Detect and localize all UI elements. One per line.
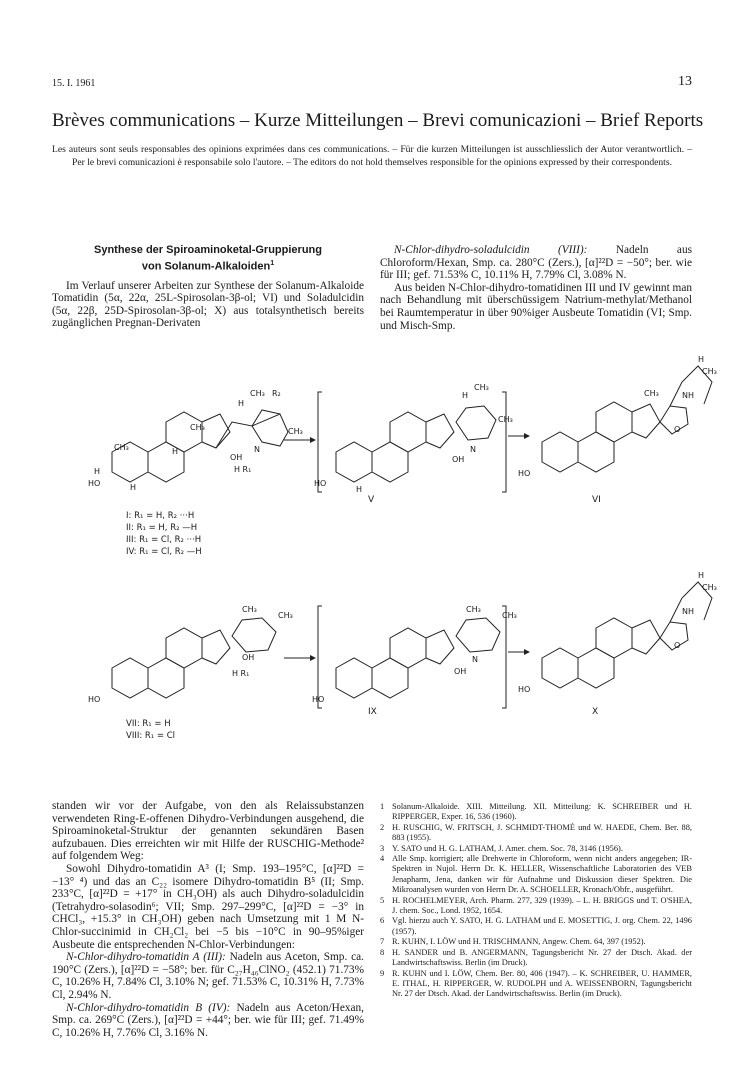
footnote-number: 9 bbox=[380, 968, 385, 978]
atom-ho-ix: HO bbox=[312, 695, 325, 704]
footnote-text: Solanum-Alkaloide. XIII. Mitteilung. XII. Mitteilung: K. SCHREIBER und H. RIPPERGER, Exper. 16, 536 (1960). bbox=[392, 802, 692, 822]
atom-ch3-v2: CH₃ bbox=[498, 415, 513, 424]
reaction-scheme-figure bbox=[52, 352, 717, 752]
atom-o-x: O bbox=[674, 641, 681, 650]
section-title: Brèves communications – Kurze Mitteilungen – Brevi comunicazioni – Brief Reports bbox=[52, 110, 704, 131]
compound-iii-label: N-Chlor-dihydro-tomatidin A (III): bbox=[66, 951, 226, 964]
footnote-text: H. ROCHELMEYER, Arch. Pharm. 277, 329 (1939). – L. H. BRIGGS und T. O'SHEA, J. chem. Soc., Lond. 1952, 1654. bbox=[392, 895, 692, 916]
footnote-text: H. SANDER und B. ANGERMANN, Tagungsbericht Nr. 27 der Dtsch. Akad. der Landwirtschaftswiss. Berlin (im Druck). bbox=[392, 947, 692, 968]
structure-v bbox=[314, 383, 513, 494]
article-title-line2: von Solanum-Alkaloiden bbox=[141, 260, 271, 273]
atom-ch3-vi2: CH₃ bbox=[644, 389, 659, 398]
footnote-text: Vgl. hierzu auch Y. SATO, H. G. LATHAM und E. MOSETTIG, J. org. Chem. 22, 1496 (1957). bbox=[392, 916, 692, 936]
footnote-6 bbox=[380, 916, 692, 937]
atom-ch3-side: CH₃ bbox=[288, 427, 303, 436]
label-vi: VI bbox=[592, 495, 601, 505]
article-body-column bbox=[52, 800, 364, 1039]
atom-h: H bbox=[238, 399, 245, 408]
atom-ch3: CH₃ bbox=[250, 389, 265, 398]
footnote-9 bbox=[380, 969, 692, 1000]
atom-ho-v: HO bbox=[314, 479, 327, 488]
legend-i: I: R₁ = H, R₂ ···H bbox=[126, 511, 195, 521]
atom-h-r1-vii: H R₁ bbox=[232, 669, 250, 678]
bracket-right-2 bbox=[502, 606, 506, 708]
atom-h-v: H bbox=[462, 391, 469, 400]
compound-iii-paragraph bbox=[52, 951, 364, 1001]
atom-h-v2: H bbox=[356, 485, 363, 494]
footnote-number: 8 bbox=[380, 947, 385, 957]
atom-oh: OH bbox=[230, 453, 243, 462]
label-x: X bbox=[592, 707, 599, 717]
atom-oh-v: OH bbox=[452, 455, 465, 464]
legend-vii: VII: R₁ = H bbox=[126, 719, 171, 729]
editorial-disclaimer: Les auteurs sont seuls responsables des opinions exprimées dans ces communications. – Für die kurzen Mitteilungen ist ausschliesslich der Autor verantwortlich. – Per le brevi comunicazioni è responsabile solo l'autore. – The editors do not hold themselves responsible for the opinions expressed by their correspondents. bbox=[52, 144, 692, 168]
footnote-number: 5 bbox=[380, 895, 385, 905]
right-top-column bbox=[380, 244, 692, 332]
arrow-head-3 bbox=[310, 655, 316, 661]
atom-ch3-ix: CH₃ bbox=[466, 605, 481, 614]
footnote-2 bbox=[380, 823, 692, 844]
footnote-text: H. RUSCHIG, W. FRITSCH, J. SCHMIDT-THOMÉ und W. HAEDE, Chem. Ber. 88, 883 (1955). bbox=[392, 822, 692, 843]
atom-h-b: H bbox=[130, 483, 137, 492]
compound-iv-label: N-Chlor-dihydro-tomatidin B (IV): bbox=[66, 1001, 231, 1014]
arrow-head-1 bbox=[310, 437, 316, 443]
atom-h-a: H bbox=[94, 467, 101, 476]
article-title-footnote-mark: 1 bbox=[270, 260, 275, 267]
atom-h-r1: H R₁ bbox=[234, 465, 252, 474]
chlor-soladulcidin-paragraph bbox=[380, 244, 692, 282]
footnote-number: 6 bbox=[380, 916, 385, 926]
footnote-1 bbox=[380, 802, 692, 823]
footnote-number: 4 bbox=[380, 854, 385, 864]
structure-i-iv bbox=[88, 389, 303, 492]
page-number: 13 bbox=[678, 74, 692, 89]
footnote-8 bbox=[380, 948, 692, 969]
bracket-right-1 bbox=[502, 392, 506, 492]
atom-nh-vi: NH bbox=[682, 391, 694, 400]
article-title-line1: Synthese der Spiroaminoketal-Gruppierung bbox=[94, 244, 322, 256]
footnote-number: 7 bbox=[380, 937, 385, 947]
intro-paragraph: Im Verlauf unserer Arbeiten zur Synthese der Solanum-Alkaloide Tomatidin (5α, 22α, 25L-Spirosolan-3β-ol; VI) und Soladulcidin (5α, 22β, 25D-Spirosolan-3β-ol; X) aus totalsynthetisch bereits zugänglichen Pregnan-Derivaten bbox=[52, 279, 364, 330]
atom-h-vi: H bbox=[698, 355, 705, 364]
atom-ho-x: HO bbox=[518, 685, 531, 694]
legend-iv: IV: R₁ = Cl, R₂ —H bbox=[126, 547, 202, 557]
bracket-left-2 bbox=[318, 606, 322, 708]
atom-n: N bbox=[254, 445, 260, 454]
atom-ch3-ix2: CH₃ bbox=[502, 611, 517, 620]
article-intro-column bbox=[52, 244, 364, 330]
issue-date: 15. I. 1961 bbox=[52, 78, 96, 89]
compound-viii-label: N-Chlor-dihydro-soladulcidin (VIII): bbox=[394, 244, 588, 256]
legend-iii: III: R₁ = Cl, R₂ ···H bbox=[126, 535, 202, 545]
compound-iii-text: Nadeln aus Aceton, Smp. ca. 190°C (Zers.), [α]²²D = −58°; ber. für C₂₇H₄₆ClNO₂ (452.1) 71.73% C, 10.26% H, 7.84% Cl, 3.10% N; gef. 71.53% C, 10.31% H, 7.73% Cl, 2.94% N. bbox=[52, 951, 364, 1001]
atom-ch3-x: CH₃ bbox=[702, 583, 717, 592]
atom-ho-vi: HO bbox=[518, 469, 531, 478]
article-title bbox=[52, 244, 364, 274]
footnote-4 bbox=[380, 854, 692, 896]
footnote-7 bbox=[380, 937, 692, 947]
footnote-text: R. KUHN, I. LÖW und H. TRISCHMANN, Angew. Chem. 64, 397 (1952). bbox=[392, 937, 646, 947]
tomatidin-conversion-paragraph: Aus beiden N-Chlor-dihydro-tomatidinen III und IV gewinnt man nach Behandlung mit überschüssigem Natrium-methylat/Methanol bei Raumtemperatur in über 90%iger Ausbeute Tomatidin (VI; Smp. und Misch-Smp. bbox=[380, 281, 692, 332]
atom-o-vi: O bbox=[674, 425, 681, 434]
bracket-left-1 bbox=[318, 392, 322, 492]
atom-r2: R₂ bbox=[272, 389, 281, 398]
atom-oh-ix: OH bbox=[454, 667, 467, 676]
footnote-number: 2 bbox=[380, 822, 385, 832]
atom-ho-vii: HO bbox=[88, 695, 101, 704]
atom-ho: HO bbox=[88, 479, 101, 488]
footnote-text: R. KUHN und I. LÖW, Chem. Ber. 80, 406 (1947). – K. SCHREIBER, U. HAMMER, E. ITHAL, H. RIPPERGER, W. RUDOLPH und A. WEISSENBORN, Tagungsbericht Nr. 27 der Dtsch. Akad. der Landwirtschaftswiss. Berlin (im Druck). bbox=[392, 968, 692, 999]
atom-ch3-vii: CH₃ bbox=[242, 605, 257, 614]
structure-ix bbox=[312, 605, 517, 704]
atom-n-v: N bbox=[470, 445, 476, 454]
ruschig-method-paragraph: standen wir vor der Aufgabe, von den als Relaissubstanzen verwendeten Ring-E-offenen Dihydro-Verbindungen ausgehend, die Spiroaminoketal-Struktur der genannten sekundären Basen aufzubauen. Dies erreichten wir mit Hilfe der RUSCHIG-Methode² auf folgendem Weg: bbox=[52, 800, 364, 863]
footnote-5 bbox=[380, 896, 692, 917]
footnote-number: 3 bbox=[380, 843, 385, 853]
legend-ii: II: R₁ = H, R₂ —H bbox=[126, 523, 198, 533]
dihydro-compounds-paragraph: Sowohl Dihydro-tomatidin A³ (I; Smp. 193–195°C, [α]²²D = −13° ⁴) und das an C₂₂ isomere Dihydro-tomatidin B⁵ (II; Smp. 233°C, [α]²²D = +17° in CH₃OH) als auch Dihydro-soladulcidin (Tetrahydro-solasodin⁶; VII; Smp. 297–299°C, [α]²²D = −3° in CHCl₃, +15.3° in CH₃OH) geben nach Umsetzung mit 1 M N-Chlor-succinimid in CH₂Cl₂ bei −5 bis −10°C in 90–95%iger Ausbeute die entsprechenden N-Chlor-Verbindungen: bbox=[52, 862, 364, 951]
structure-x bbox=[518, 571, 717, 694]
arrow-head-4 bbox=[524, 649, 530, 655]
compound-iv-paragraph bbox=[52, 1002, 364, 1040]
atom-h-x: H bbox=[698, 571, 705, 580]
legend-viii: VIII: R₁ = Cl bbox=[126, 731, 176, 741]
arrow-head-2 bbox=[524, 433, 530, 439]
atom-ch3-ring: CH₃ bbox=[190, 423, 205, 432]
atom-ch3-vi: CH₃ bbox=[702, 367, 717, 376]
footnote-number: 1 bbox=[380, 802, 385, 811]
compound-iv-text: Nadeln aus Aceton/Hexan, Smp. ca. 269°C (Zers.), [α]²²D = +44°; ber. wie für III; gef. 71.49% C, 10.26% H, 7.76% Cl, 3.16% N. bbox=[52, 1001, 364, 1039]
footnote-3 bbox=[380, 844, 692, 854]
atom-oh-vii: OH bbox=[242, 653, 255, 662]
label-ix: IX bbox=[368, 707, 377, 717]
atom-n-ix: N bbox=[472, 655, 478, 664]
structure-vi bbox=[518, 355, 717, 478]
label-v: V bbox=[368, 495, 375, 505]
atom-h-ring: H bbox=[172, 447, 179, 456]
footnote-text: Alle Smp. korrigiert; alle Drehwerte in Chloroform, wenn nicht anders angegeben; IR-Spektren in Nujol. Herrn Dr. K. HELLER, Wissenschaftliche Laboratorien des VEB Jenapharm, Jena, danken wir für Aufnahme und Diskussion dieser Spektren. Die Mikroanalysen wurden von Herrn Dr. A. SCHOELLER, Kronach/Obfr., ausgeführt. bbox=[392, 854, 692, 895]
compound-viii-text: Nadeln aus Chloroform/Hexan, Smp. ca. 280°C (Zers.), [α]²²D = −50°; ber. wie für III; gef. 71.53% C, 10.11% H, 7.79% Cl, 3.08% N. bbox=[380, 244, 692, 282]
atom-ch3-v: CH₃ bbox=[474, 383, 489, 392]
footnote-text: Y. SATO und H. G. LATHAM, J. Amer. chem. Soc. 78, 3146 (1956). bbox=[392, 843, 623, 853]
atom-nh-x: NH bbox=[682, 607, 694, 616]
atom-ch3-a: CH₃ bbox=[114, 443, 129, 452]
footnotes bbox=[380, 802, 692, 1000]
structure-vii-viii bbox=[88, 605, 293, 704]
atom-ch3-vii2: CH₃ bbox=[278, 611, 293, 620]
